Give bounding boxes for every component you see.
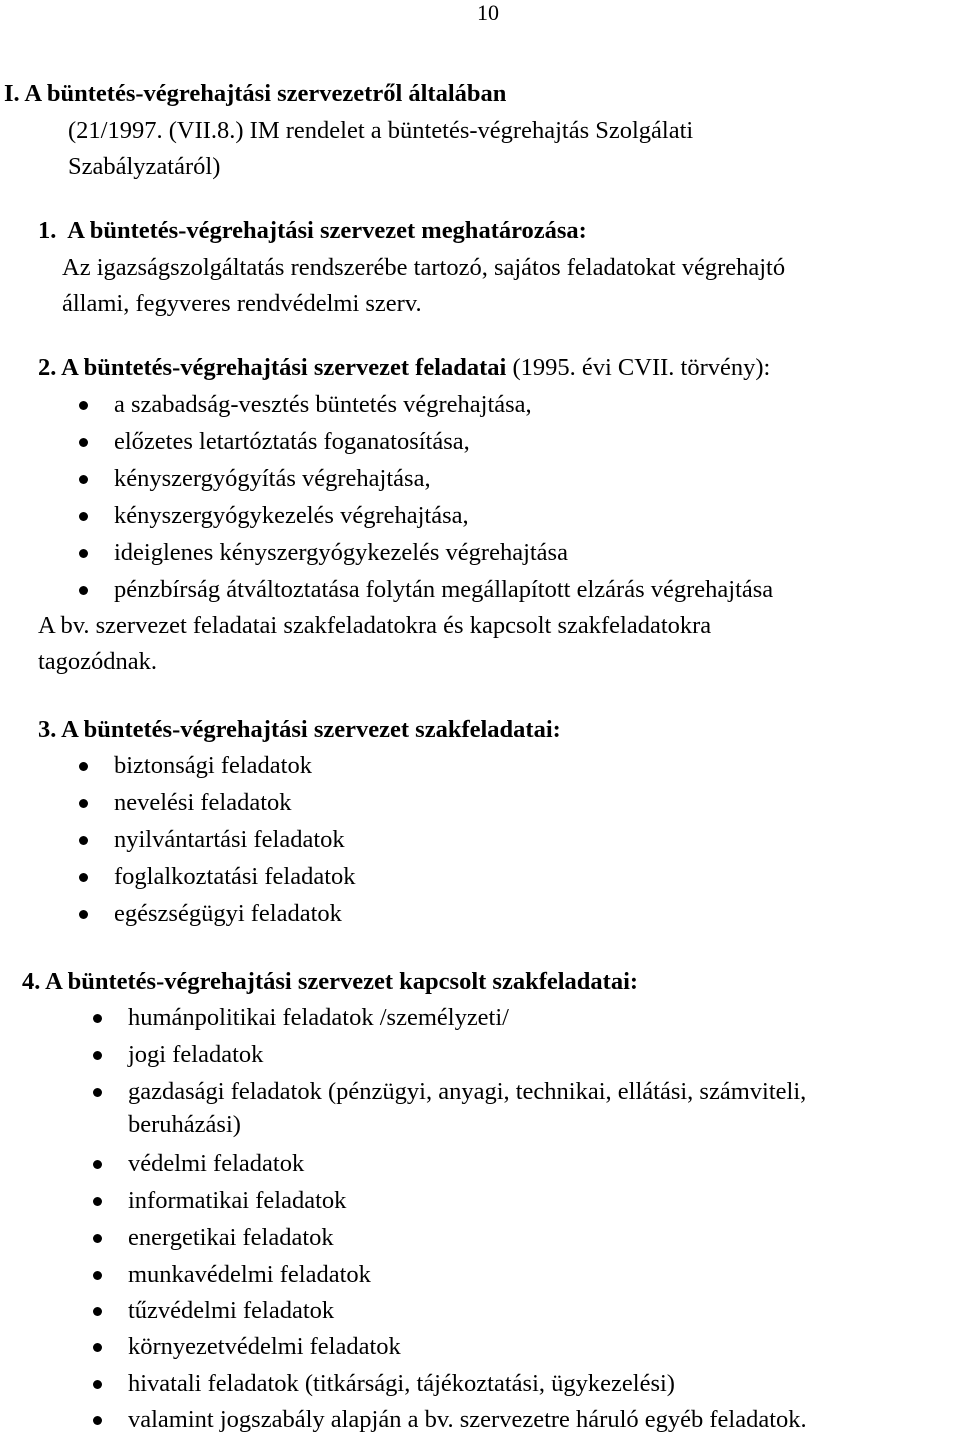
bullet xyxy=(79,475,88,484)
bullet xyxy=(93,1380,102,1389)
item1-text-line2: állami, fegyveres rendvédelmi szerv. xyxy=(62,290,422,317)
bullet xyxy=(79,586,88,595)
bullet xyxy=(79,512,88,521)
list-item: foglalkoztatási feladatok xyxy=(114,863,356,890)
list-item: pénzbírság átváltoztatása folytán megállapított elzárás végrehajtása xyxy=(114,576,774,603)
bullet xyxy=(79,762,88,771)
bullet xyxy=(93,1051,102,1060)
bullet xyxy=(93,1307,102,1316)
item1-heading: 1. A büntetés-végrehajtási szervezet meghatározása: xyxy=(38,217,587,244)
list-item: munkavédelmi feladatok xyxy=(128,1261,371,1288)
bullet xyxy=(93,1416,102,1425)
list-item: biztonsági feladatok xyxy=(114,752,312,779)
bullet xyxy=(79,549,88,558)
item2-note-line1: A bv. szervezet feladatai szakfeladatokra és kapcsolt szakfeladatokra xyxy=(38,612,712,639)
page-number: 10 xyxy=(477,0,499,25)
bullet xyxy=(93,1234,102,1243)
list-item: kényszergyógykezelés végrehajtása, xyxy=(114,502,469,529)
bullet xyxy=(79,873,88,882)
bullet xyxy=(93,1271,102,1280)
list-item: energetikai feladatok xyxy=(128,1224,334,1251)
bullet xyxy=(93,1160,102,1169)
list-item: gazdasági feladatok (pénzügyi, anyagi, technikai, ellátási, számviteli, xyxy=(128,1078,807,1105)
list-item: informatikai feladatok xyxy=(128,1187,347,1214)
bullet xyxy=(93,1343,102,1352)
list-item: jogi feladatok xyxy=(128,1041,264,1068)
list-item: tűzvédelmi feladatok xyxy=(128,1297,335,1324)
bullet xyxy=(79,836,88,845)
bullet xyxy=(79,438,88,447)
item3-heading: 3. A büntetés-végrehajtási szervezet szakfeladatai: xyxy=(38,716,561,743)
bullet xyxy=(93,1197,102,1206)
list-item: védelmi feladatok xyxy=(128,1150,305,1177)
item2-heading xyxy=(38,356,770,381)
list-item: a szabadság-vesztés büntetés végrehajtása, xyxy=(114,391,532,418)
bullet xyxy=(79,799,88,808)
list-item: környezetvédelmi feladatok xyxy=(128,1333,401,1360)
list-item: nyilvántartási feladatok xyxy=(114,826,345,853)
bullet xyxy=(93,1088,102,1097)
list-item: hivatali feladatok (titkársági, tájékoztatási, ügykezelési) xyxy=(128,1370,675,1397)
item2-note-line2: tagozódnak. xyxy=(38,648,158,675)
bullet xyxy=(93,1014,102,1023)
bullet xyxy=(79,910,88,919)
list-item: valamint jogszabály alapján a bv. szervezetre háruló egyéb feladatok. xyxy=(128,1406,807,1433)
item2-heading-bold: 2. A büntetés-végrehajtási szervezet feladatai xyxy=(38,354,507,381)
bullet xyxy=(79,401,88,410)
section-heading: I. A büntetés-végrehajtási szervezetről általában xyxy=(4,80,507,107)
list-item: kényszergyógyítás végrehajtása, xyxy=(114,465,431,492)
list-item: nevelési feladatok xyxy=(114,789,292,816)
section-heading-line2: (21/1997. (VII.8.) IM rendelet a büntetés-végrehajtás Szolgálati xyxy=(68,117,694,144)
item2-heading-rest: (1995. évi CVII. törvény): xyxy=(506,354,771,381)
list-item: egészségügyi feladatok xyxy=(114,900,342,927)
list-item: előzetes letartóztatás foganatosítása, xyxy=(114,428,470,455)
list-item-continuation: beruházási) xyxy=(128,1111,241,1138)
list-item: humánpolitikai feladatok /személyzeti/ xyxy=(128,1004,509,1031)
item1-text-line1: Az igazságszolgáltatás rendszerébe tartozó, sajátos feladatokat végrehajtó xyxy=(62,254,786,281)
list-item: ideiglenes kényszergyógykezelés végrehajtása xyxy=(114,539,568,566)
item4-heading: 4. A büntetés-végrehajtási szervezet kapcsolt szakfeladatai: xyxy=(22,968,639,995)
section-heading-line3: Szabályzatáról) xyxy=(68,153,221,180)
